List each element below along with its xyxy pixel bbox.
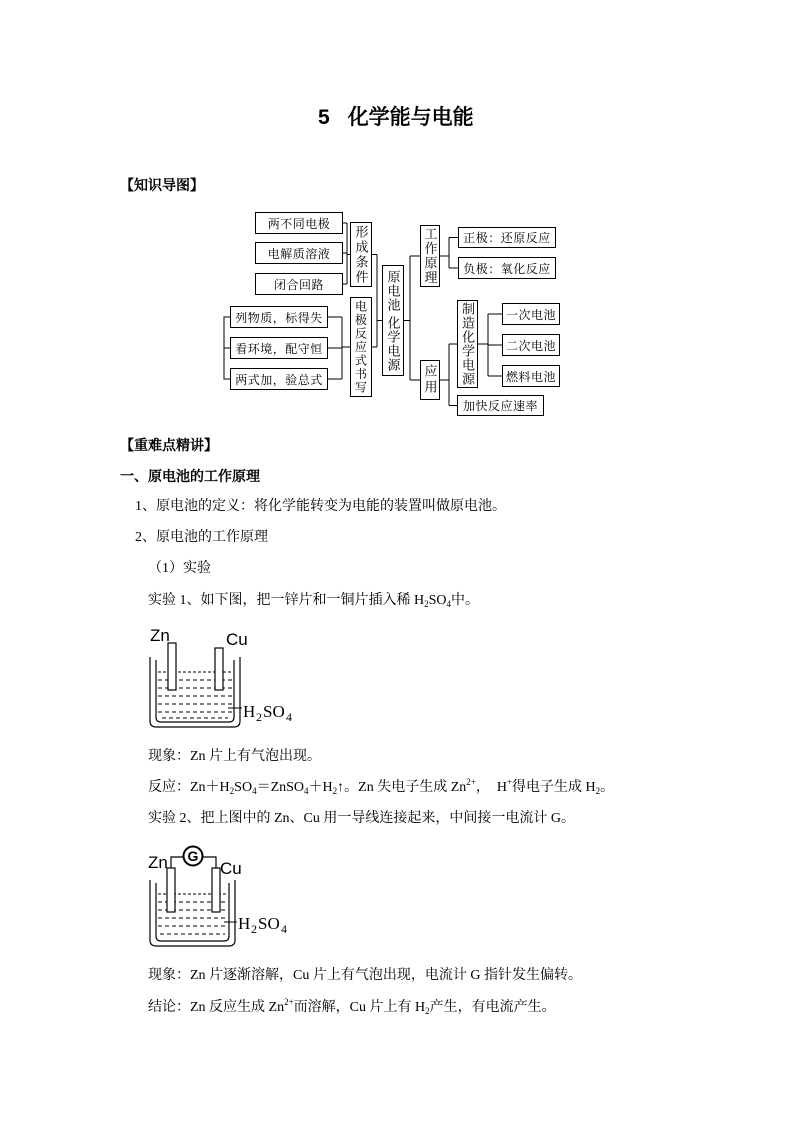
text-run: 中。 <box>451 593 480 608</box>
subscript: 4 <box>304 786 309 796</box>
subscript: 4 <box>252 786 257 796</box>
text-run: 结论：Zn 反应生成 Zn <box>148 1000 285 1015</box>
reaction-text <box>148 778 614 798</box>
zinc-label: Zn <box>148 853 168 872</box>
node-center-topic <box>382 265 404 376</box>
acid-label-h: H <box>238 914 251 933</box>
superscript: 2+ <box>284 997 294 1007</box>
observation-1-text: 现象：Zn 片上有气泡出现。 <box>148 749 322 764</box>
copper-label: Cu <box>226 630 248 649</box>
node-secondary-battery: 二次电池 <box>502 334 560 356</box>
chapter-number: 5 <box>318 106 330 129</box>
connector-steps-right <box>328 317 350 379</box>
zinc-electrode <box>167 868 175 912</box>
chapter-title: 化学能与电能 <box>347 106 474 129</box>
zinc-label: Zn <box>150 626 170 645</box>
subscript: 2 <box>229 786 235 796</box>
text-run: 反应：Zn＋H <box>148 780 230 795</box>
copper-electrode <box>215 648 223 690</box>
experiment-1-text <box>148 591 479 611</box>
page-title <box>318 105 474 131</box>
connector-to-center <box>372 255 382 348</box>
text-run: ＝ZnSO <box>256 780 305 795</box>
text-run: ↑。Zn 失电子生成 Zn <box>337 780 467 795</box>
acid-label-sub-4: 4 <box>286 710 292 724</box>
connector-application <box>440 344 457 406</box>
node-fuel-cell: 燃料电池 <box>502 365 560 387</box>
copper-electrode <box>212 868 220 912</box>
node-step-list-substances: 列物质，标得失 <box>230 306 328 328</box>
node-step-add-equations: 两式加，验总式 <box>230 368 328 390</box>
connector-power-sources <box>478 314 502 376</box>
section-heading: 一、原电池的工作原理 <box>120 468 260 484</box>
node-electrolyte-solution: 电解质溶液 <box>255 242 343 264</box>
knowledge-map-heading: 【知识导图】 <box>120 177 204 193</box>
copper-label: Cu <box>220 859 242 878</box>
experiment-2-figure <box>140 840 300 955</box>
subscript: 2 <box>595 786 601 796</box>
experiment-1-figure <box>140 618 310 733</box>
center-topic-chemical-power: 化学电源 <box>385 315 401 372</box>
connector-formation-conditions <box>343 223 350 284</box>
text-run: 产生，有电流产生。 <box>429 1000 556 1015</box>
galvanometer-label: G <box>187 848 199 864</box>
experiment-subheading: （1）实验 <box>148 561 211 576</box>
center-topic-primary-cell: 原电池 <box>385 269 401 312</box>
node-negative-electrode: 负极：氧化反应 <box>458 257 556 279</box>
beaker-outer-wall <box>150 657 240 727</box>
acid-label-so: SO <box>263 702 285 721</box>
node-closed-circuit: 闭合回路 <box>255 273 343 295</box>
node-positive-electrode: 正极：还原反应 <box>458 227 556 248</box>
node-step-check-environment: 看环境，配守恒 <box>230 337 328 359</box>
text-run: ＋H <box>308 780 333 795</box>
node-primary-battery: 一次电池 <box>502 303 560 325</box>
text-run: SO <box>234 780 253 795</box>
node-electrode-equation: 电极反应式书写 <box>350 297 372 397</box>
superscript: + <box>506 777 513 787</box>
node-make-power-sources: 制造化学电源 <box>457 300 478 388</box>
text-run: 得电子生成 H <box>512 780 596 795</box>
text-run: ， H <box>475 780 507 795</box>
acid-label-sub-2: 2 <box>256 710 262 724</box>
subscript: 2 <box>332 786 338 796</box>
acid-label-so: SO <box>258 914 280 933</box>
experiment-2-text: 实验 2、把上图中的 Zn、Cu 用一导线连接起来，中间接一电流计 G。 <box>148 811 575 826</box>
subscript: 4 <box>446 599 452 609</box>
connector-center-right <box>404 256 420 380</box>
principle-subheading: 2、原电池的工作原理 <box>135 530 268 545</box>
text-run: 实验 1、如下图，把一锌片和一铜片插入稀 H <box>148 593 425 608</box>
connector-principle <box>440 238 458 269</box>
node-speed-up-reaction: 加快反应速率 <box>457 395 544 416</box>
acid-label-h: H <box>243 702 256 721</box>
knowledge-mind-map <box>220 205 570 425</box>
text-run: SO <box>428 593 447 608</box>
node-formation-conditions: 形成条件 <box>350 222 372 287</box>
acid-label-sub-4: 4 <box>281 922 287 936</box>
subscript: 2 <box>424 599 429 609</box>
key-points-heading: 【重难点精讲】 <box>120 437 218 453</box>
beaker-outer-wall <box>150 880 235 946</box>
acid-label-sub-2: 2 <box>251 922 257 936</box>
conclusion-text <box>148 998 556 1018</box>
node-working-principle: 工作原理 <box>420 225 440 287</box>
subscript: 2 <box>425 1006 430 1016</box>
observation-2-text: 现象：Zn 片逐渐溶解，Cu 片上有气泡出现，电流计 G 指针发生偏转。 <box>148 968 582 983</box>
node-different-electrodes: 两不同电极 <box>255 212 343 234</box>
zinc-electrode <box>168 643 176 690</box>
text-run: 。 <box>600 780 615 795</box>
text-run: 而溶解，Cu 片上有 H <box>293 1000 426 1015</box>
definition-text: 1、原电池的定义：将化学能转变为电能的装置叫做原电池。 <box>135 499 506 514</box>
node-application: 应用 <box>420 360 440 400</box>
superscript: 2+ <box>466 777 476 787</box>
